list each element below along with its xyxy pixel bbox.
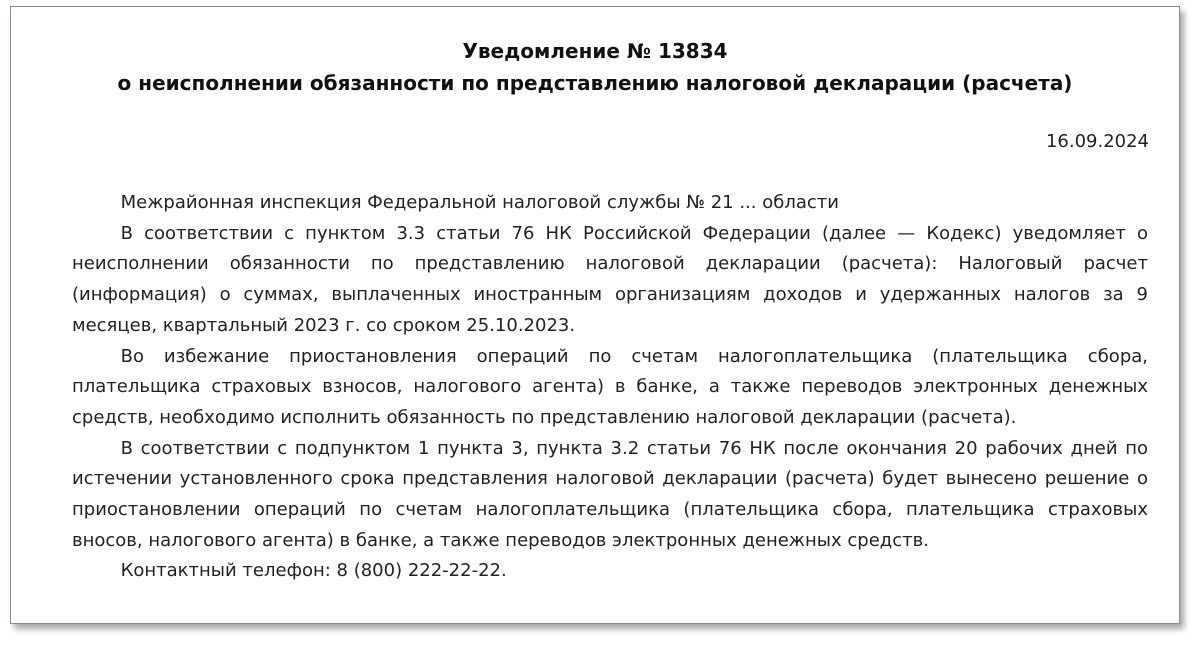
document-body	[72, 188, 1148, 587]
title-line-2: о неисполнении обязанности по представлению налоговой декларации (расчета)	[117, 71, 1073, 95]
document-date: 16.09.2024	[1045, 131, 1149, 152]
document-page	[10, 6, 1180, 624]
paragraph-legal-basis: В соответствии с подпунктом 1 пункта 3, пункта 3.2 статьи 76 НК после окончания 20 рабочих дней по истечении установленного срока представления налоговой декларации (расчета) будет вынесено решение о приостановлении операций по счетам налогоплательщика (плательщика сбора, плательщика страховых вносов, налогового агента) в банке, а также переводов электронных денежных средств.	[72, 437, 1148, 551]
paragraph-contact-phone: Контактный телефон: 8 (800) 222-22-22.	[120, 560, 507, 582]
paragraph-warning: Во избежание приостановления операций по счетам налогоплательщика (плательщика сбора, плательщика страховых взносов, налогового агента) в банке, а также переводов электронных денежных средств, необходимо исполнить обязанность по представлению налоговой декларации (расчета).	[72, 345, 1148, 428]
paragraph-notice: В соответствии с пунктом 3.3 статьи 76 НК Российской Федерации (далее — Кодекс) уведомляет о неисполнении обязанности по представлению налоговой декларации (расчета): Налоговый расчет (информация) о суммах, выплаченных иностранным организациям доходов и удержанных налогов за 9 месяцев, квартальный 2023 г. со сроком 25.10.2023.	[72, 222, 1148, 336]
title-line-1: Уведомление № 13834	[462, 39, 728, 63]
paragraph-inspection: Межрайонная инспекция Федеральной налоговой службы № 21 ... области	[120, 192, 839, 213]
document-title	[11, 35, 1179, 99]
